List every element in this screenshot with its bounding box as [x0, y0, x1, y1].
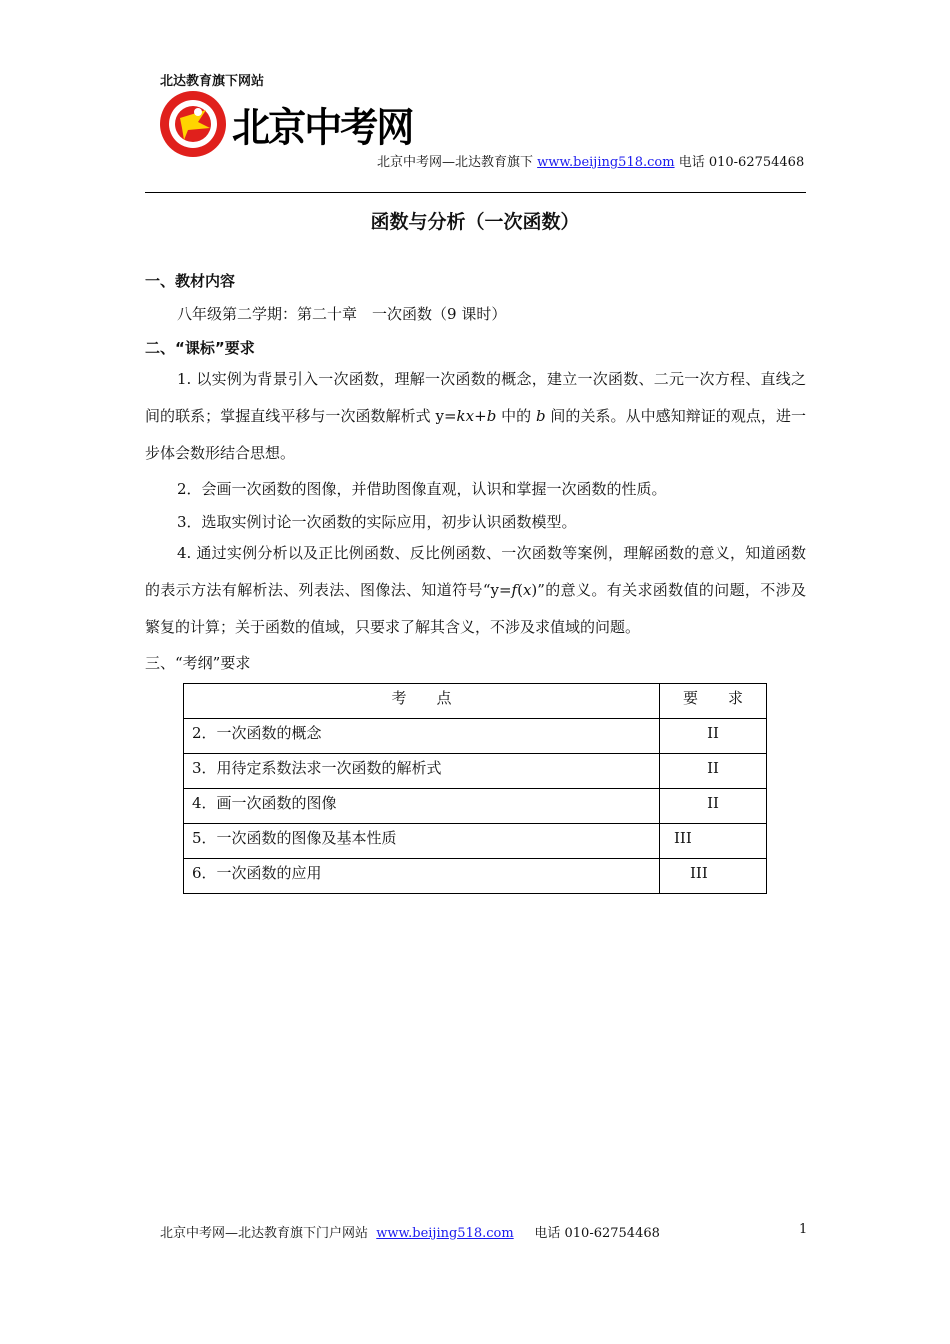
- document-title: 函数与分析（一次函数）: [370, 211, 580, 233]
- logo-slogan: 北达教育旗下网站: [160, 74, 265, 89]
- footer-prefix: 北京中考网—北达教育旗下门户网站: [160, 1226, 369, 1241]
- requirement-item-2: 2．会画一次函数的图像，并借助图像直观，认识和掌握一次函数的性质。: [177, 480, 667, 498]
- table-cell-level: III: [660, 859, 767, 894]
- section-1-text: 八年级第二学期：第二十章 一次函数（9 课时）: [177, 305, 507, 323]
- requirement-item-3: 3．选取实例讨论一次函数的实际应用，初步认识函数模型。: [177, 513, 577, 531]
- requirement-item-4: 4. 通过实例分析以及正比例函数、反比例函数、一次函数等案例，理解函数的意义，知道函数的表示方法有解析法、列表法、图像法、知道符号“y=f(x)”的意义。有关求函数值的问题，不涉及繁复的计算；关于函数的值域，只要求了解其含义，不涉及求值域的问题。: [145, 544, 806, 636]
- table-row: [184, 719, 767, 754]
- table-cell-level: II: [660, 789, 767, 824]
- header-url-link[interactable]: www.beijing518.com: [537, 155, 675, 170]
- logo-text: 北京中考网: [232, 105, 413, 151]
- header-site-prefix: 北京中考网—北达教育旗下: [377, 155, 534, 170]
- section-2-heading: 二、“课标”要求: [145, 339, 255, 357]
- table-header-level: 要 求: [660, 684, 767, 719]
- footer-url-link[interactable]: www.beijing518.com: [376, 1226, 514, 1241]
- table-header-row: [184, 684, 767, 719]
- table-cell-topic: 6．一次函数的应用: [184, 859, 660, 894]
- header-divider: [145, 192, 806, 193]
- requirement-item-1: 1. 以实例为背景引入一次函数，理解一次函数的概念，建立一次函数、二元一次方程、直线之间的联系；掌握直线平移与一次函数解析式 y=kx+b 中的 b 间的关系。从中感知辩证的观点，进一步体会数形结合思想。: [145, 370, 806, 462]
- table-cell-level: II: [660, 754, 767, 789]
- table-row: [184, 754, 767, 789]
- table-row: [184, 824, 767, 859]
- header-phone: 电话 010-62754468: [678, 155, 805, 170]
- section-1-heading: 一、教材内容: [145, 272, 236, 290]
- header-contact: [377, 151, 804, 170]
- table-cell-topic: 2．一次函数的概念: [184, 719, 660, 754]
- table-cell-level: III: [660, 824, 767, 859]
- table-row: [184, 859, 767, 894]
- page-number: 1: [799, 1222, 808, 1237]
- table-cell-topic: 4．画一次函数的图像: [184, 789, 660, 824]
- page-footer: [160, 1222, 660, 1241]
- table-cell-level: II: [660, 719, 767, 754]
- table-cell-topic: 5．一次函数的图像及基本性质: [184, 824, 660, 859]
- table-cell-topic: 3．用待定系数法求一次函数的解析式: [184, 754, 660, 789]
- table-header-topic: 考 点: [184, 684, 660, 719]
- exam-requirements-table: [183, 683, 767, 894]
- logo-emblem-icon: [158, 88, 228, 160]
- footer-phone: 电话 010-62754468: [534, 1226, 660, 1241]
- section-3-heading: 三、“考纲”要求: [145, 654, 251, 672]
- table-row: [184, 789, 767, 824]
